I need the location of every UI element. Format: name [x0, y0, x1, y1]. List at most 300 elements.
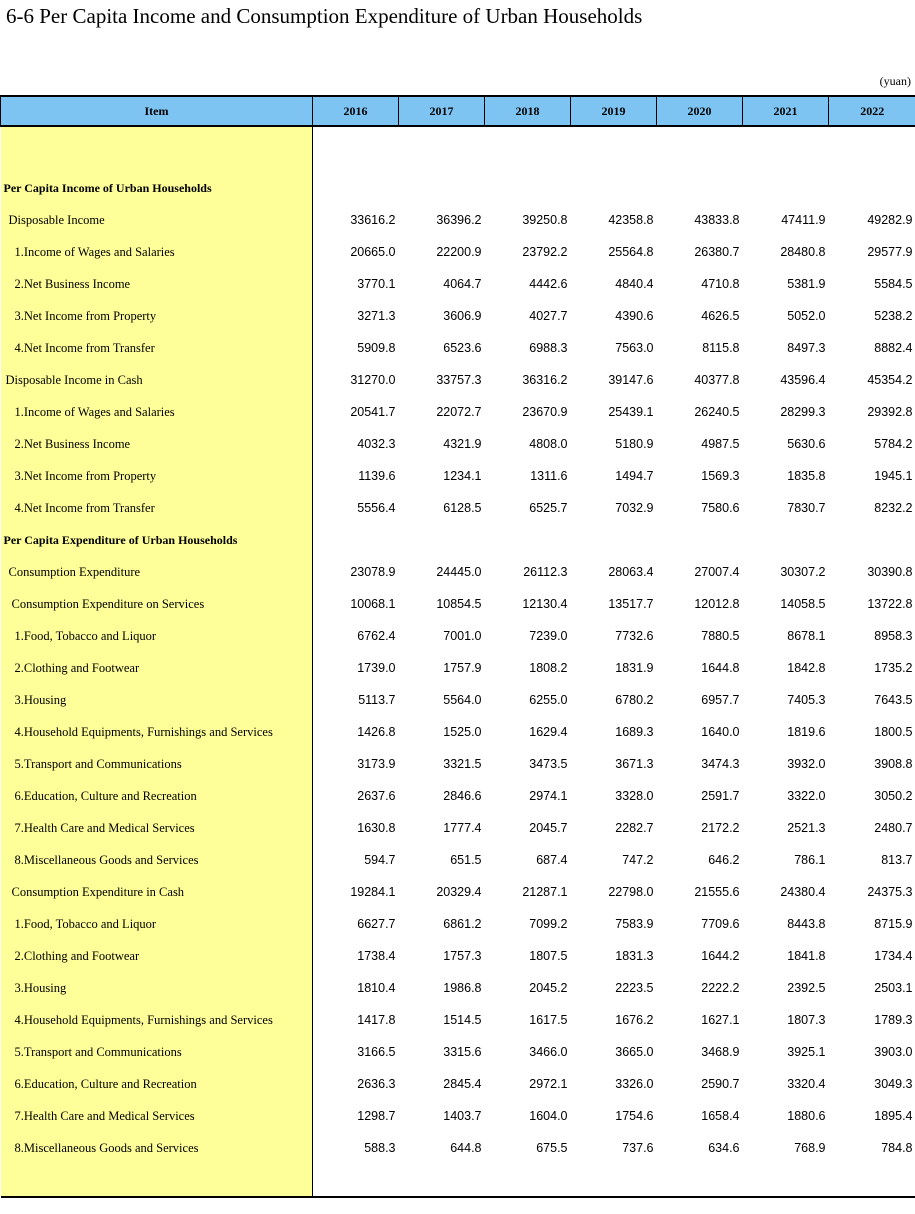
value-cell: 1842.8 [787, 661, 826, 675]
row-label: 5.Transport and Communications [1, 1036, 313, 1068]
value-cell: 29577.9 [867, 245, 913, 259]
table-row [1, 172, 915, 204]
value-cell: 1945.1 [874, 469, 913, 483]
value-cell: 3606.9 [443, 309, 482, 323]
value-cell: 3468.9 [701, 1045, 740, 1059]
value-cell: 26380.7 [694, 245, 740, 259]
data-table-container [0, 95, 915, 1198]
row-label: 1.Income of Wages and Salaries [1, 236, 313, 268]
value-cell: 3049.3 [874, 1077, 913, 1091]
table-row [1, 748, 915, 780]
row-label: Consumption Expenditure on Services [1, 588, 313, 620]
value-cell: 1831.3 [615, 949, 654, 963]
value-cell: 49282.9 [867, 213, 913, 227]
table-row [1, 780, 915, 812]
value-cell: 40377.8 [694, 373, 740, 387]
header-row [1, 96, 915, 126]
value-cell: 1569.3 [701, 469, 740, 483]
value-cell: 19284.1 [350, 885, 396, 899]
value-cell: 3770.1 [357, 277, 396, 291]
value-cell: 22798.0 [608, 885, 654, 899]
value-cell: 1403.7 [443, 1109, 482, 1123]
value-cell: 2846.6 [443, 789, 482, 803]
spacer-row [1, 1164, 915, 1197]
value-cell: 7001.0 [443, 629, 482, 643]
value-cell: 5564.0 [443, 693, 482, 707]
value-cell: 1311.6 [530, 469, 568, 483]
value-cell: 2503.1 [874, 981, 913, 995]
value-cell: 1895.4 [874, 1109, 913, 1123]
row-label: 4.Household Equipments, Furnishings and Services [1, 716, 313, 748]
value-cell: 634.6 [708, 1141, 740, 1155]
value-cell: 7709.6 [701, 917, 740, 931]
header-year: 2018 [485, 96, 571, 126]
header-year: 2016 [313, 96, 399, 126]
table-row [1, 1036, 915, 1068]
row-label: 6.Education, Culture and Recreation [1, 780, 313, 812]
value-cell: 7830.7 [787, 501, 826, 515]
value-cell: 7732.6 [615, 629, 654, 643]
value-cell: 8715.9 [874, 917, 913, 931]
value-cell: 3271.3 [357, 309, 396, 323]
value-cell: 7563.0 [615, 341, 654, 355]
value-cell: 5180.9 [615, 437, 654, 451]
value-cell: 10068.1 [350, 597, 396, 611]
table-row [1, 268, 915, 300]
data-table [0, 95, 915, 1198]
row-label: 7.Health Care and Medical Services [1, 812, 313, 844]
value-cell: 12012.8 [694, 597, 740, 611]
value-cell: 1800.5 [874, 725, 913, 739]
row-label: 6.Education, Culture and Recreation [1, 1068, 313, 1100]
value-cell: 8115.8 [702, 341, 740, 355]
value-cell: 7099.2 [529, 917, 568, 931]
table-row [1, 844, 915, 876]
table-row [1, 364, 915, 396]
value-cell [399, 524, 485, 556]
row-label: Disposable Income [1, 204, 313, 236]
value-cell: 2972.1 [529, 1077, 568, 1091]
value-cell: 12130.4 [522, 597, 568, 611]
value-cell: 2591.7 [701, 789, 740, 803]
value-cell: 1494.7 [615, 469, 654, 483]
value-cell: 26112.3 [523, 565, 568, 579]
value-cell: 3166.5 [357, 1045, 396, 1059]
value-cell: 42358.8 [608, 213, 654, 227]
value-cell: 25564.8 [608, 245, 654, 259]
value-cell: 30307.2 [780, 565, 826, 579]
value-cell: 1676.2 [615, 1013, 654, 1027]
value-cell: 5909.8 [357, 341, 396, 355]
value-cell: 7643.5 [874, 693, 913, 707]
table-body [1, 126, 915, 1197]
value-cell: 588.3 [364, 1141, 396, 1155]
value-cell: 3925.1 [787, 1045, 826, 1059]
value-cell: 13722.8 [867, 597, 913, 611]
value-cell: 4840.4 [615, 277, 654, 291]
value-cell [571, 172, 657, 204]
value-cell: 1689.3 [615, 725, 654, 739]
value-cell: 1426.8 [357, 725, 396, 739]
value-cell: 1658.4 [701, 1109, 740, 1123]
table-row [1, 684, 915, 716]
row-label: 3.Net Income from Property [1, 460, 313, 492]
value-cell: 644.8 [450, 1141, 482, 1155]
row-label: Per Capita Expenditure of Urban Households [1, 524, 313, 556]
value-cell: 2521.3 [787, 821, 826, 835]
value-cell: 7239.0 [529, 629, 568, 643]
value-cell: 21287.1 [522, 885, 568, 899]
value-cell: 43596.4 [780, 373, 826, 387]
row-label: 2.Clothing and Footwear [1, 652, 313, 684]
value-cell: 6128.5 [443, 501, 482, 515]
value-cell: 3173.9 [357, 757, 396, 771]
value-cell: 737.6 [622, 1141, 654, 1155]
value-cell: 3903.0 [874, 1045, 913, 1059]
value-cell: 1640.0 [701, 725, 740, 739]
value-cell: 5784.2 [874, 437, 913, 451]
value-cell: 6525.7 [529, 501, 568, 515]
value-cell: 28063.4 [608, 565, 654, 579]
value-cell: 1604.0 [529, 1109, 568, 1123]
value-cell: 13517.7 [608, 597, 654, 611]
value-cell: 1734.4 [874, 949, 913, 963]
value-cell: 1807.3 [787, 1013, 826, 1027]
value-cell: 1841.8 [787, 949, 826, 963]
value-cell: 2974.1 [529, 789, 568, 803]
value-cell: 594.7 [364, 853, 396, 867]
row-label: 8.Miscellaneous Goods and Services [1, 844, 313, 876]
value-cell: 24380.4 [780, 885, 826, 899]
value-cell [657, 524, 743, 556]
value-cell: 33616.2 [350, 213, 396, 227]
table-row [1, 1004, 915, 1036]
value-cell: 1835.8 [787, 469, 826, 483]
row-label: 5.Transport and Communications [1, 748, 313, 780]
table-row [1, 1068, 915, 1100]
table-row [1, 876, 915, 908]
table-row [1, 300, 915, 332]
value-cell: 1807.5 [529, 949, 568, 963]
value-cell: 7580.6 [701, 501, 740, 515]
value-cell: 1831.9 [615, 661, 654, 675]
value-cell: 3322.0 [787, 789, 826, 803]
table-row [1, 1132, 915, 1164]
value-cell: 5113.7 [358, 693, 396, 707]
value-cell: 2392.5 [787, 981, 826, 995]
row-label: 3.Housing [1, 684, 313, 716]
value-cell: 4064.7 [443, 277, 482, 291]
value-cell: 28480.8 [780, 245, 826, 259]
value-cell: 1754.6 [615, 1109, 654, 1123]
value-cell: 1757.3 [443, 949, 482, 963]
value-cell: 3326.0 [615, 1077, 654, 1091]
value-cell: 1757.9 [443, 661, 482, 675]
value-cell [485, 524, 571, 556]
value-cell: 786.1 [794, 853, 826, 867]
value-cell [743, 172, 829, 204]
table-row [1, 460, 915, 492]
row-label: 1.Food, Tobacco and Liquor [1, 908, 313, 940]
value-cell: 5381.9 [787, 277, 826, 291]
value-cell: 24375.3 [867, 885, 913, 899]
table-row [1, 492, 915, 524]
table-row [1, 652, 915, 684]
value-cell: 1617.5 [529, 1013, 568, 1027]
row-label: 4.Household Equipments, Furnishings and Services [1, 1004, 313, 1036]
value-cell: 2480.7 [874, 821, 913, 835]
value-cell [313, 524, 399, 556]
value-cell: 31270.0 [350, 373, 396, 387]
value-cell [829, 172, 915, 204]
row-label: 2.Clothing and Footwear [1, 940, 313, 972]
value-cell: 2637.6 [357, 789, 396, 803]
table-row [1, 716, 915, 748]
value-cell: 8958.3 [874, 629, 913, 643]
value-cell: 6988.3 [529, 341, 568, 355]
value-cell: 1514.5 [443, 1013, 482, 1027]
spacer-cell [1, 126, 313, 172]
header-year: 2020 [657, 96, 743, 126]
value-cell: 1880.6 [787, 1109, 826, 1123]
header-item: Item [1, 96, 313, 126]
value-cell: 1525.0 [443, 725, 482, 739]
value-cell: 1139.6 [358, 469, 396, 483]
value-cell: 5556.4 [357, 501, 396, 515]
value-cell: 7405.3 [787, 693, 826, 707]
value-cell: 1644.2 [701, 949, 740, 963]
value-cell: 3671.3 [615, 757, 654, 771]
value-cell: 8232.2 [874, 501, 913, 515]
value-cell [313, 172, 399, 204]
value-cell: 4987.5 [701, 437, 740, 451]
value-cell: 1735.2 [874, 661, 913, 675]
value-cell: 4027.7 [529, 309, 568, 323]
value-cell: 3908.8 [874, 757, 913, 771]
row-label: 2.Net Business Income [1, 268, 313, 300]
value-cell: 5584.5 [874, 277, 913, 291]
row-label: 4.Net Income from Transfer [1, 332, 313, 364]
value-cell [657, 172, 743, 204]
value-cell: 23792.2 [522, 245, 568, 259]
spacer-row [1, 126, 915, 172]
value-cell: 1739.0 [357, 661, 396, 675]
value-cell: 30390.8 [867, 565, 913, 579]
value-cell [829, 524, 915, 556]
spacer-cell [1, 1164, 313, 1197]
value-cell [485, 172, 571, 204]
header-year: 2017 [399, 96, 485, 126]
value-cell: 8443.8 [787, 917, 826, 931]
value-cell: 33757.3 [436, 373, 482, 387]
value-cell: 36316.2 [522, 373, 568, 387]
value-cell: 25439.1 [608, 405, 654, 419]
value-cell: 1630.8 [357, 821, 396, 835]
value-cell: 28299.3 [780, 405, 826, 419]
unit-label: (yuan) [879, 74, 911, 88]
value-cell: 14058.5 [780, 597, 826, 611]
row-label: 3.Housing [1, 972, 313, 1004]
value-cell: 47411.9 [781, 213, 826, 227]
value-cell: 4626.5 [701, 309, 740, 323]
value-cell: 8882.4 [874, 341, 913, 355]
value-cell: 20541.7 [350, 405, 396, 419]
value-cell: 4808.0 [529, 437, 568, 451]
value-cell: 1808.2 [529, 661, 568, 675]
value-cell: 1629.4 [529, 725, 568, 739]
value-cell: 4710.8 [701, 277, 740, 291]
value-cell: 768.9 [794, 1141, 826, 1155]
table-row [1, 396, 915, 428]
value-cell: 36396.2 [436, 213, 482, 227]
value-cell: 1819.6 [787, 725, 826, 739]
value-cell: 6780.2 [615, 693, 654, 707]
row-label: 3.Net Income from Property [1, 300, 313, 332]
value-cell: 20665.0 [350, 245, 396, 259]
table-row [1, 940, 915, 972]
value-cell: 747.2 [622, 853, 654, 867]
value-cell: 3315.6 [443, 1045, 482, 1059]
spacer-cell [313, 1164, 915, 1197]
value-cell: 651.5 [450, 853, 482, 867]
row-label: 7.Health Care and Medical Services [1, 1100, 313, 1132]
page-title: 6-6 Per Capita Income and Consumption Expenditure of Urban Households [6, 4, 643, 28]
value-cell: 3328.0 [615, 789, 654, 803]
value-cell: 1417.8 [357, 1013, 396, 1027]
header-year: 2019 [571, 96, 657, 126]
table-row [1, 236, 915, 268]
value-cell: 2282.7 [615, 821, 654, 835]
table-row [1, 556, 915, 588]
spacer-cell [313, 126, 915, 172]
value-cell: 6255.0 [529, 693, 568, 707]
table-row [1, 524, 915, 556]
row-label: 8.Miscellaneous Goods and Services [1, 1132, 313, 1164]
value-cell [743, 524, 829, 556]
value-cell: 4442.6 [529, 277, 568, 291]
table-row [1, 620, 915, 652]
table-header [1, 96, 915, 126]
value-cell: 1738.4 [357, 949, 396, 963]
value-cell: 2590.7 [701, 1077, 740, 1091]
value-cell: 2223.5 [615, 981, 654, 995]
value-cell: 1644.8 [701, 661, 740, 675]
value-cell: 7032.9 [615, 501, 654, 515]
value-cell: 45354.2 [867, 373, 913, 387]
value-cell: 1986.8 [443, 981, 482, 995]
value-cell: 4390.6 [615, 309, 654, 323]
value-cell: 1627.1 [701, 1013, 740, 1027]
value-cell: 2172.2 [701, 821, 740, 835]
row-label: Consumption Expenditure in Cash [1, 876, 313, 908]
table-row [1, 332, 915, 364]
value-cell: 3932.0 [787, 757, 826, 771]
value-cell: 39147.6 [608, 373, 654, 387]
value-cell: 29392.8 [867, 405, 913, 419]
value-cell: 1789.3 [874, 1013, 913, 1027]
value-cell: 8497.3 [787, 341, 826, 355]
value-cell: 20329.4 [436, 885, 482, 899]
value-cell [571, 524, 657, 556]
value-cell: 646.2 [708, 853, 740, 867]
value-cell: 675.5 [536, 1141, 568, 1155]
value-cell: 7880.5 [701, 629, 740, 643]
value-cell: 3665.0 [615, 1045, 654, 1059]
value-cell: 6762.4 [357, 629, 396, 643]
header-year: 2021 [743, 96, 829, 126]
row-label: 4.Net Income from Transfer [1, 492, 313, 524]
value-cell: 813.7 [881, 853, 913, 867]
value-cell: 1298.7 [357, 1109, 396, 1123]
header-year: 2022 [829, 96, 915, 126]
value-cell: 2845.4 [443, 1077, 482, 1091]
value-cell: 10854.5 [436, 597, 482, 611]
value-cell: 3466.0 [529, 1045, 568, 1059]
value-cell: 24445.0 [436, 565, 482, 579]
table-row [1, 588, 915, 620]
value-cell: 2045.2 [529, 981, 568, 995]
value-cell: 27007.4 [694, 565, 740, 579]
value-cell: 23078.9 [350, 565, 396, 579]
value-cell: 1777.4 [443, 821, 482, 835]
value-cell: 3473.5 [529, 757, 568, 771]
table-row [1, 908, 915, 940]
value-cell: 6523.6 [443, 341, 482, 355]
table-row [1, 812, 915, 844]
value-cell: 21555.6 [694, 885, 740, 899]
row-label: 1.Income of Wages and Salaries [1, 396, 313, 428]
value-cell: 2045.7 [529, 821, 568, 835]
value-cell: 2636.3 [357, 1077, 396, 1091]
value-cell: 4032.3 [357, 437, 396, 451]
table-row [1, 204, 915, 236]
value-cell: 784.8 [881, 1141, 913, 1155]
value-cell: 26240.5 [694, 405, 740, 419]
table-row [1, 1100, 915, 1132]
value-cell: 5238.2 [874, 309, 913, 323]
row-label: 1.Food, Tobacco and Liquor [1, 620, 313, 652]
value-cell: 1234.1 [443, 469, 482, 483]
row-label: 2.Net Business Income [1, 428, 313, 460]
value-cell: 6627.7 [357, 917, 396, 931]
row-label: Disposable Income in Cash [1, 364, 313, 396]
row-label: Consumption Expenditure [1, 556, 313, 588]
table-row [1, 972, 915, 1004]
value-cell [399, 172, 485, 204]
value-cell: 5630.6 [787, 437, 826, 451]
value-cell: 7583.9 [615, 917, 654, 931]
value-cell: 3474.3 [701, 757, 740, 771]
value-cell: 22072.7 [436, 405, 482, 419]
value-cell: 3321.5 [443, 757, 482, 771]
value-cell: 23670.9 [522, 405, 568, 419]
row-label: Per Capita Income of Urban Households [1, 172, 313, 204]
value-cell: 687.4 [536, 853, 568, 867]
value-cell: 2222.2 [701, 981, 740, 995]
value-cell: 8678.1 [787, 629, 826, 643]
value-cell: 3050.2 [874, 789, 913, 803]
value-cell: 39250.8 [522, 213, 568, 227]
value-cell: 4321.9 [443, 437, 482, 451]
value-cell: 3320.4 [787, 1077, 826, 1091]
value-cell: 22200.9 [436, 245, 482, 259]
value-cell: 43833.8 [694, 213, 740, 227]
value-cell: 5052.0 [787, 309, 826, 323]
value-cell: 6957.7 [701, 693, 740, 707]
value-cell: 1810.4 [357, 981, 396, 995]
table-row [1, 428, 915, 460]
value-cell: 6861.2 [443, 917, 482, 931]
